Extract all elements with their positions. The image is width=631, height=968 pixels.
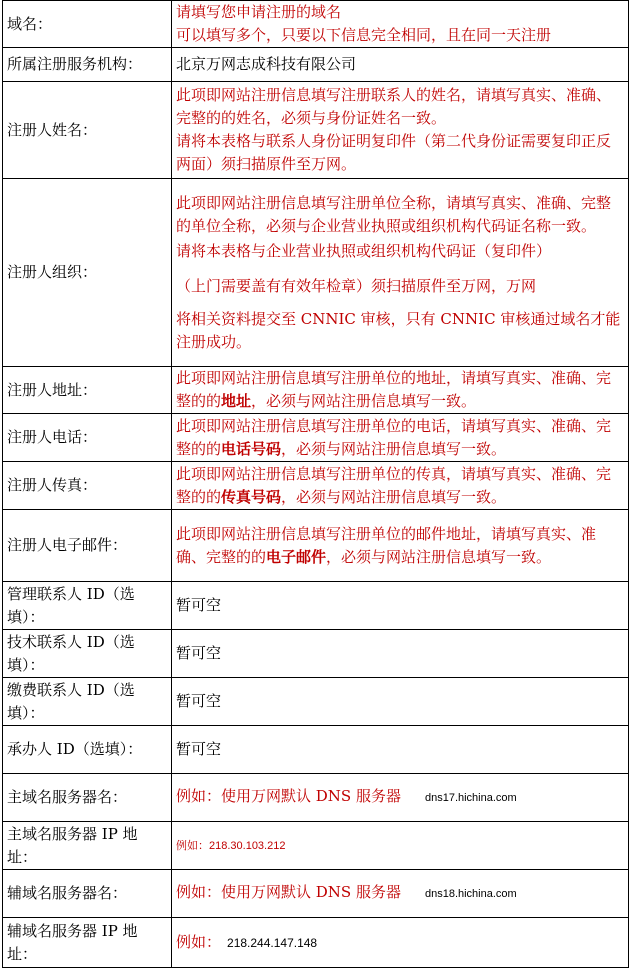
domain-line-1: 请填写您申请注册的域名 bbox=[176, 3, 342, 21]
value-registrant-name bbox=[172, 82, 629, 179]
value-registrant-phone bbox=[172, 414, 629, 462]
row-domain bbox=[3, 1, 629, 48]
label-admin-contact-id: 管理联系人 ID（选填）： bbox=[3, 582, 172, 630]
row-secondary-dns-name bbox=[3, 870, 629, 918]
registrant-org-note-1: 此项即网站注册信息填写注册单位全称，请填写真实、准确、完整的单位全称，必须与企业营业执照或组织机构代码证名称一致。 bbox=[176, 193, 612, 235]
address-note-pre: 此项即网站注册信息填写注册单位的地址，请填写真实、准确、完整的的 bbox=[176, 369, 612, 410]
primary-dns-ip-example: 例如：218.30.103.212 bbox=[176, 840, 286, 852]
value-domain bbox=[172, 1, 629, 48]
email-note-post: ，必须与网站注册信息填写一致。 bbox=[326, 547, 552, 566]
label-registrant-name: 注册人姓名： bbox=[3, 82, 172, 179]
row-secondary-dns-ip bbox=[3, 918, 629, 968]
email-note-emphasis: 电子邮件 bbox=[266, 547, 327, 566]
value-registrant-org bbox=[172, 179, 629, 367]
label-primary-dns-name: 主域名服务器名： bbox=[3, 774, 172, 822]
secondary-dns-ip-value: 218.244.147.148 bbox=[227, 935, 318, 950]
value-primary-dns-ip bbox=[172, 822, 629, 870]
value-billing-contact-id: 暂可空 bbox=[172, 678, 629, 726]
label-registrant-phone: 注册人电话： bbox=[3, 414, 172, 462]
value-registrant-address bbox=[172, 367, 629, 414]
address-note-emphasis: 地址 bbox=[221, 392, 252, 410]
secondary-dns-host: dns18.hichina.com bbox=[424, 888, 517, 900]
value-secondary-dns-name bbox=[172, 870, 629, 918]
address-note-post: ，必须与网站注册信息填写一致。 bbox=[251, 392, 477, 410]
secondary-dns-example: 例如：使用万网默认 DNS 服务器 bbox=[176, 883, 401, 901]
primary-dns-example: 例如：使用万网默认 DNS 服务器 bbox=[176, 787, 401, 805]
label-registrant-email: 注册人电子邮件： bbox=[3, 510, 172, 582]
label-tech-contact-id: 技术联系人 ID（选填）： bbox=[3, 630, 172, 678]
registrant-org-note-4: 将相关资料提交至 CNNIC 审核，只有 CNNIC 审核通过域名才能注册成功。 bbox=[176, 309, 621, 351]
row-tech-contact-id bbox=[3, 630, 629, 678]
row-primary-dns-ip bbox=[3, 822, 629, 870]
value-registrant-email bbox=[172, 510, 629, 582]
row-agent-id bbox=[3, 726, 629, 774]
value-admin-contact-id: 暂可空 bbox=[172, 582, 629, 630]
email-note-pre: 此项即网站注册信息填写注册单位的邮件地址，请填写真实、准确、完整的的 bbox=[176, 524, 597, 566]
row-registrant-phone bbox=[3, 414, 629, 462]
row-primary-dns-name bbox=[3, 774, 629, 822]
label-secondary-dns-name: 辅域名服务器名： bbox=[3, 870, 172, 918]
domain-line-2: 可以填写多个，只要以下信息完全相同，且在同一天注册 bbox=[176, 26, 552, 44]
registrant-org-note-2: 请将本表格与企业营业执照或组织机构代码证（复印件） bbox=[176, 241, 552, 260]
fax-note-post: ，必须与网站注册信息填写一致。 bbox=[281, 487, 507, 506]
phone-note-emphasis: 电话号码 bbox=[221, 439, 282, 458]
row-registrant-address bbox=[3, 367, 629, 414]
label-primary-dns-ip: 主域名服务器 IP 地址： bbox=[3, 822, 172, 870]
value-primary-dns-name bbox=[172, 774, 629, 822]
value-agent-id: 暂可空 bbox=[172, 726, 629, 774]
row-registrant-org bbox=[3, 179, 629, 367]
label-domain: 域名： bbox=[3, 1, 172, 48]
row-registrant-fax bbox=[3, 462, 629, 510]
registrant-name-note-1: 此项即网站注册信息填写注册联系人的姓名，请填写真实、准确、完整的的姓名，必须与身份证姓名一致。 bbox=[176, 86, 612, 127]
domain-registration-form bbox=[2, 0, 629, 968]
row-admin-contact-id bbox=[3, 582, 629, 630]
label-agent-id: 承办人 ID（选填）： bbox=[3, 726, 172, 774]
row-registrant-name bbox=[3, 82, 629, 179]
fax-note-emphasis: 传真号码 bbox=[221, 487, 282, 506]
value-registrant-fax bbox=[172, 462, 629, 510]
row-billing-contact-id bbox=[3, 678, 629, 726]
registrant-org-note-3: （上门需要盖有有效年检章）须扫描原件至万网，万网 bbox=[176, 276, 537, 295]
label-registrar: 所属注册服务机构： bbox=[3, 48, 172, 82]
phone-note-post: ，必须与网站注册信息填写一致。 bbox=[281, 439, 507, 458]
value-secondary-dns-ip bbox=[172, 918, 629, 968]
value-tech-contact-id: 暂可空 bbox=[172, 630, 629, 678]
label-secondary-dns-ip: 辅域名服务器 IP 地址： bbox=[3, 918, 172, 968]
secondary-dns-ip-example: 例如： bbox=[176, 932, 222, 951]
label-registrant-address: 注册人地址： bbox=[3, 367, 172, 414]
label-billing-contact-id: 缴费联系人 ID（选填）： bbox=[3, 678, 172, 726]
row-registrant-email bbox=[3, 510, 629, 582]
label-registrant-fax: 注册人传真： bbox=[3, 462, 172, 510]
fax-note-pre: 此项即网站注册信息填写注册单位的传真，请填写真实、准确、完整的的 bbox=[176, 464, 612, 506]
row-registrar bbox=[3, 48, 629, 82]
registrant-name-note-2: 请将本表格与联系人身份证明复印件（第二代身份证需要复印正反两面）须扫描原件至万网。 bbox=[176, 132, 612, 173]
primary-dns-host: dns17.hichina.com bbox=[424, 792, 517, 804]
label-registrant-org: 注册人组织： bbox=[3, 179, 172, 367]
value-registrar: 北京万网志成科技有限公司 bbox=[172, 48, 629, 82]
phone-note-pre: 此项即网站注册信息填写注册单位的电话，请填写真实、准确、完整的的 bbox=[176, 416, 612, 458]
